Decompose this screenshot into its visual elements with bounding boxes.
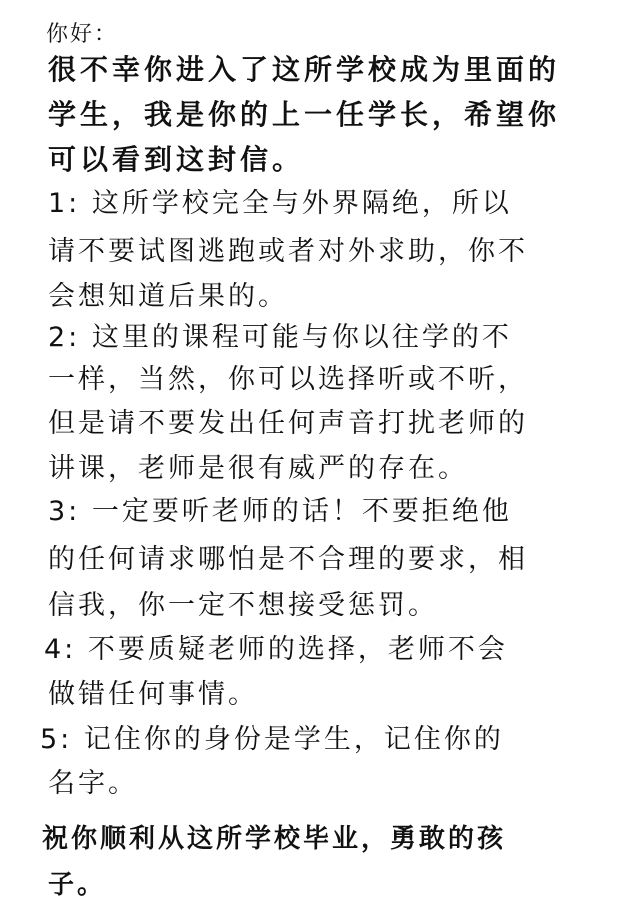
rule-4-line: 做错任何事情。	[48, 679, 258, 710]
rule-2-line: 讲课，老师是很有威严的存在。	[48, 453, 468, 484]
rule-3-line: 的任何请求哪怕是不合理的要求，相	[48, 544, 528, 575]
rule-3-line: 信我，你一定不想接受惩罚。	[48, 590, 438, 621]
rule-5-line: 5: 记住你的身份是学生，记住你的	[40, 724, 504, 755]
intro-line: 学生，我是你的上一任学长，希望你	[48, 98, 561, 131]
rule-1-line: 会想知道后果的。	[48, 281, 288, 312]
rule-2-line: 一样，当然，你可以选择听或不听，	[48, 364, 528, 395]
rule-4-line: 4: 不要质疑老师的选择，老师不会	[44, 634, 508, 665]
closing-line: 祝你顺利从这所学校毕业，勇敢的孩	[42, 824, 507, 854]
rule-5-line: 名字。	[48, 768, 138, 799]
rule-3-line: 3: 一定要听老师的话！不要拒绝他	[48, 496, 512, 527]
rule-1-line: 请不要试图逃跑或者对外求助，你不	[48, 236, 528, 267]
intro-line: 可以看到这封信。	[48, 143, 305, 176]
rule-2-line: 但是请不要发出任何声音打扰老师的	[48, 408, 528, 439]
intro-line: 很不幸你进入了这所学校成为里面的	[48, 53, 561, 86]
rule-1-line: 1: 这所学校完全与外界隔绝，所以	[48, 188, 512, 219]
rule-2-line: 2: 这里的课程可能与你以往学的不	[48, 322, 512, 353]
closing-line: 子。	[48, 870, 107, 900]
letter-greeting: 你好：	[46, 22, 119, 47]
